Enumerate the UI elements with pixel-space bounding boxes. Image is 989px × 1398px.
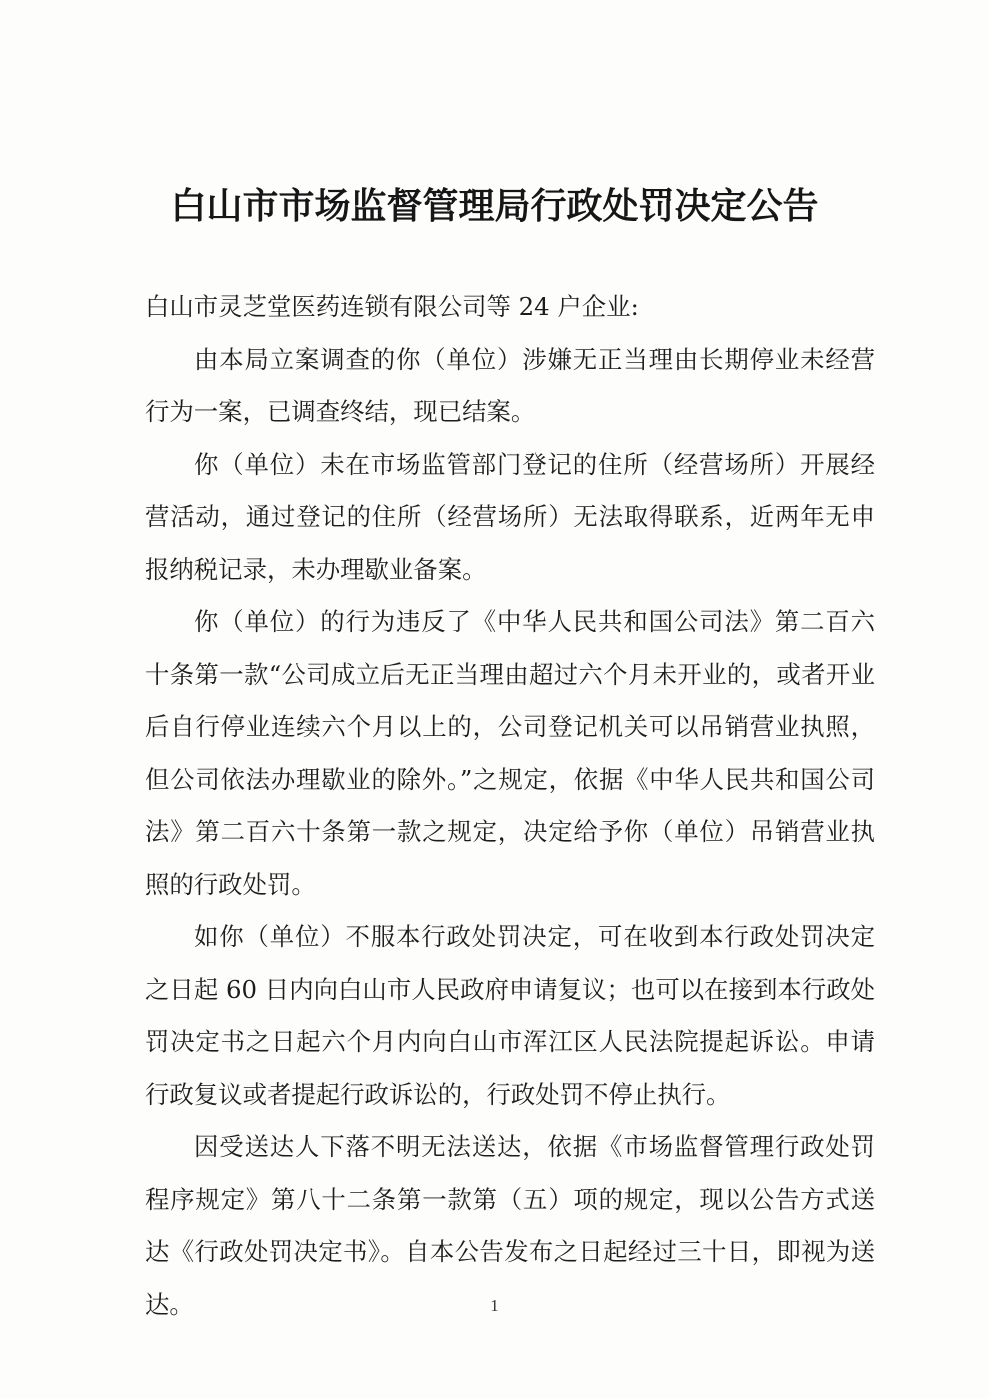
paragraph-facts: 你（单位）未在市场监管部门登记的住所（经营场所）开展经营活动，通过登记的住所（经营场所）无法取得联系，近两年无申报纳税记录，未办理歇业备案。: [145, 449, 875, 584]
paragraph-case-status: 由本局立案调查的你（单位）涉嫌无正当理由长期停业未经营行为一案，已调查终结，现已结案。: [145, 344, 875, 426]
document-body: [145, 281, 875, 1331]
paragraph-legal-basis: 你（单位）的行为违反了《中华人民共和国公司法》第二百六十条第一款“公司成立后无正当理由超过六个月未开业的，或者开业后自行停业连续六个月以上的，公司登记机关可以吊销营业执照，但公司依法办理歇业的除外。”之规定，依据《中华人民共和国公司法》第二百六十条第一款之规定，决定给予你（单位）吊销营业执照的行政处罚。: [145, 607, 875, 899]
page-number: 1: [490, 1296, 499, 1315]
addressee-line: 白山市灵芝堂医药连锁有限公司等 24 户企业:: [145, 292, 639, 321]
paragraph-appeal-rights: 如你（单位）不服本行政处罚决定，可在收到本行政处罚决定之日起 60 日内向白山市人民政府申请复议；也可以在接到本行政处罚决定书之日起六个月内向白山市浑江区人民法院提起诉讼。申请行政复议或者提起行政诉讼的，行政处罚不停止执行。: [145, 922, 875, 1109]
document-title: 白山市市场监督管理局行政处罚决定公告: [170, 186, 819, 227]
paragraph-service-notice: 因受送达人下落不明无法送达，依据《市场监督管理行政处罚程序规定》第八十二条第一款第（五）项的规定，现以公告方式送达《行政处罚决定书》。自本公告发布之日起经过三十日，即视为送达。: [145, 1132, 875, 1319]
